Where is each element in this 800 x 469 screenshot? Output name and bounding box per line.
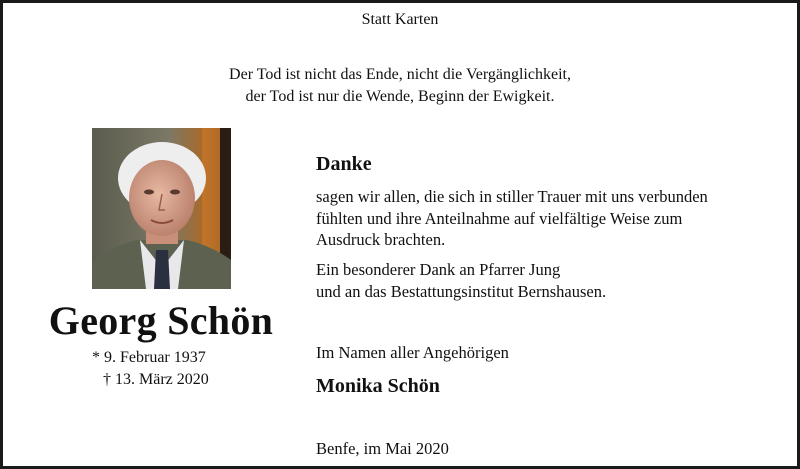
death-date: † 13. März 2020 [103, 371, 209, 388]
header-note: Statt Karten [361, 11, 439, 28]
thanks-line-3: Ausdruck brachten. [316, 230, 446, 249]
special-thanks-line-1: Ein besonderer Dank an Pfarrer Jung [316, 260, 561, 279]
portrait-illustration [92, 128, 231, 289]
signer-name: Monika Schön [316, 375, 440, 397]
thanks-message [316, 186, 776, 251]
birth-date: * 9. Februar 1937 [92, 349, 206, 366]
special-thanks [316, 259, 776, 302]
thanks-title: Danke [316, 153, 372, 175]
thanks-line-2: fühlten und ihre Anteilnahme auf vielfältige Weise zum [316, 208, 683, 228]
portrait-photo [92, 128, 231, 289]
family-intro: Im Namen aller Angehörigen [316, 343, 509, 362]
place-date: Benfe, im Mai 2020 [316, 439, 449, 458]
thanks-line-1: sagen wir allen, die sich in stiller Trauer mit uns verbunden [316, 187, 708, 206]
special-thanks-line-2: und an das Bestattungsinstitut Bernshausen. [316, 281, 607, 301]
deceased-name: Georg Schön [48, 298, 274, 343]
verse-line-1: Der Tod ist nicht das Ende, nicht die Vergänglichkeit, [229, 66, 571, 83]
memorial-verse [0, 64, 800, 108]
verse-line-2: der Tod ist nur die Wende, Beginn der Ewigkeit. [245, 88, 555, 105]
